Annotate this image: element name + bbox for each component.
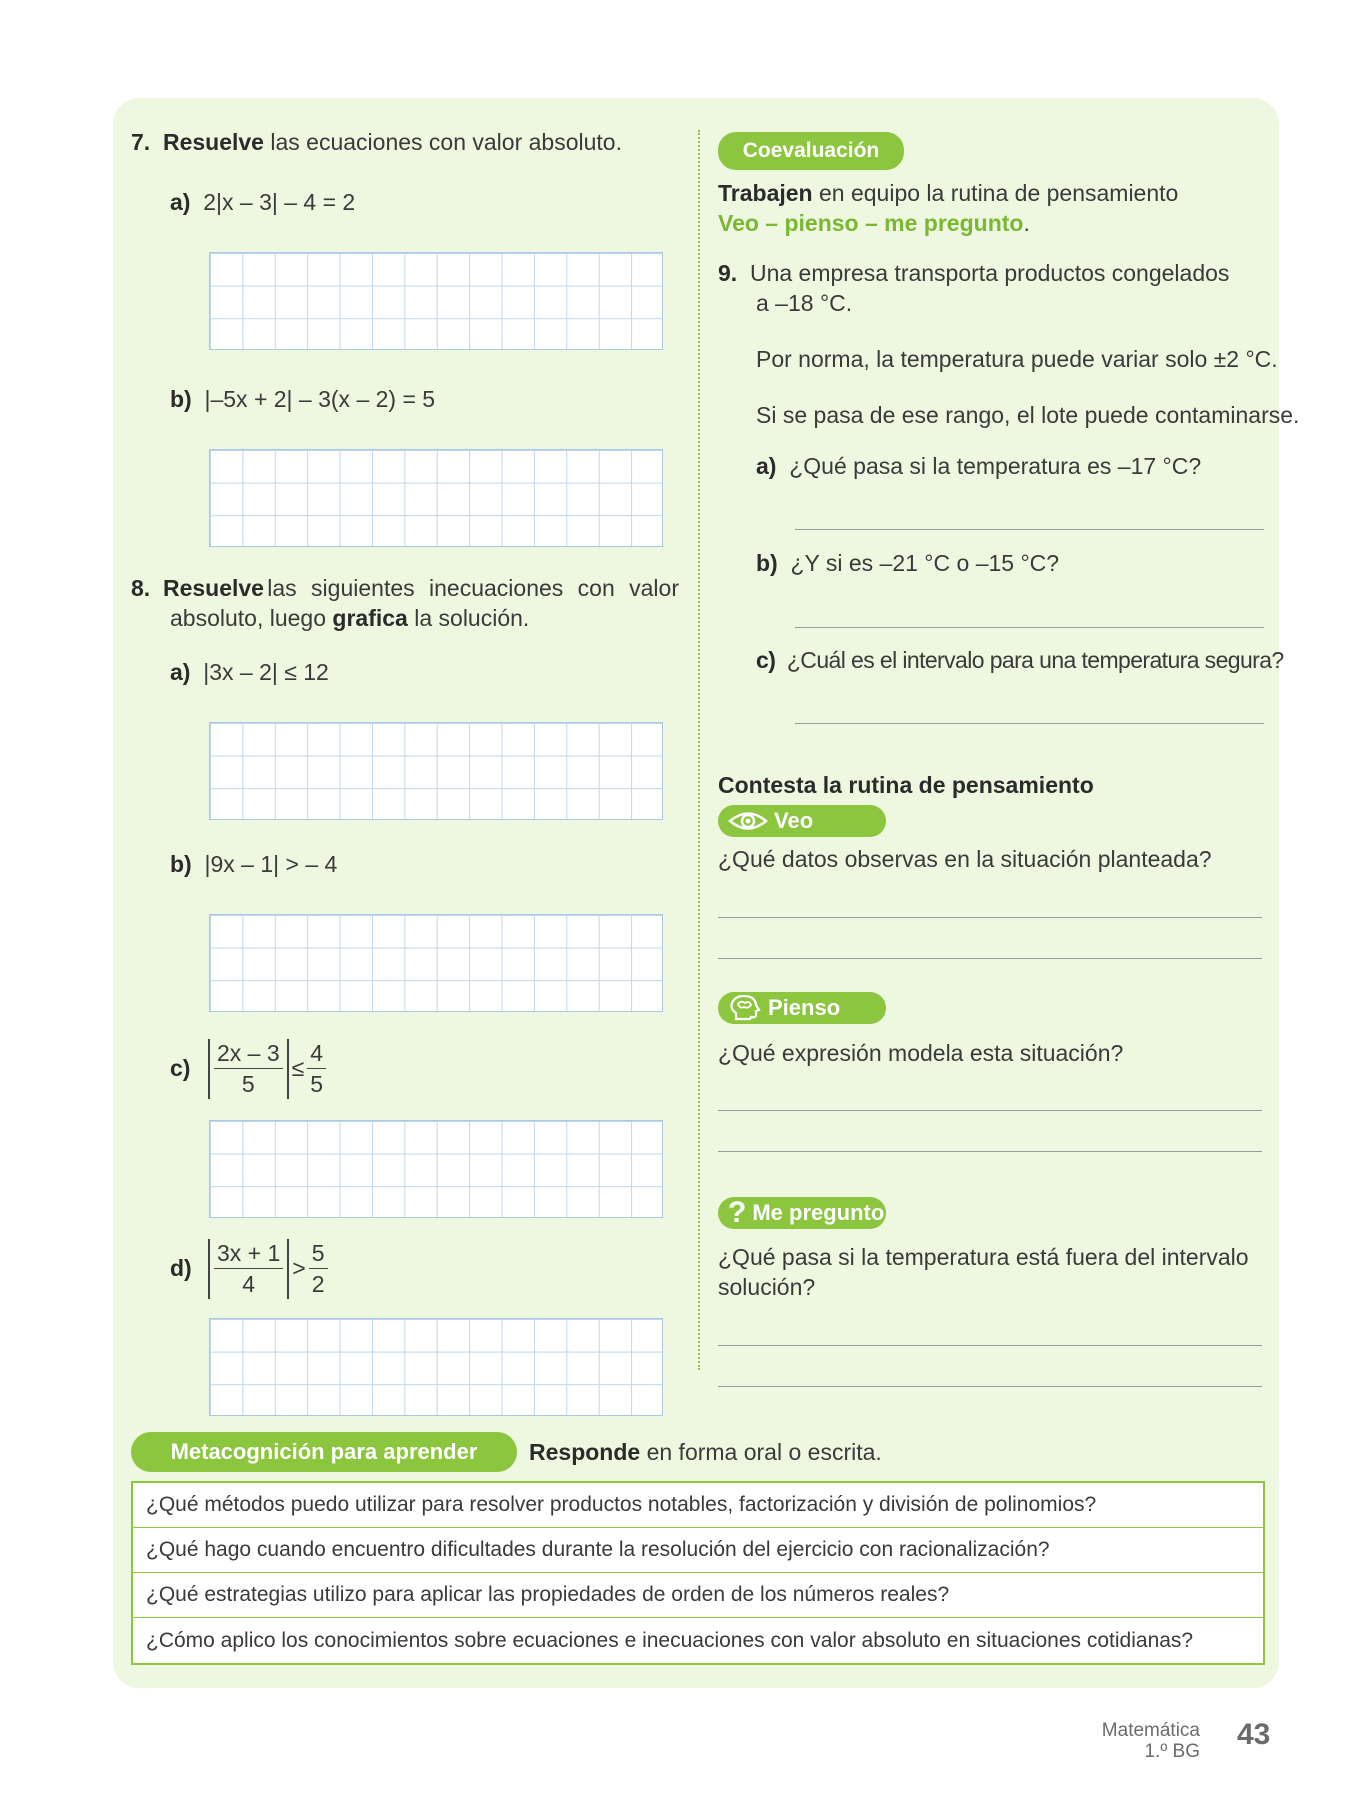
exercise-8-statement-line2: [170, 603, 529, 633]
exercise-8b: [170, 849, 337, 879]
fraction-numerator: 4: [307, 1038, 326, 1069]
footer-grade: 1.º BG: [1144, 1741, 1200, 1762]
exercise-8a: [170, 657, 329, 687]
exercise-8d-label: d): [170, 1255, 192, 1281]
exercise-8a-inequality: |3x – 2| ≤ 12: [203, 659, 329, 685]
exercise-9-para3: Si se pasa de ese rango, el lote puede contaminarse.: [756, 402, 1300, 428]
exercise-8c-label: c): [170, 1055, 191, 1081]
answer-line-pregunto-2[interactable]: [718, 1386, 1262, 1387]
pienso-badge: [718, 992, 886, 1024]
answer-grid-8a[interactable]: [209, 722, 663, 820]
meta-question-row: ¿Qué estrategias utilizo para aplicar las propiedades de orden de los números reales?: [133, 1573, 1263, 1618]
exercise-9a: [756, 451, 1201, 481]
exercise-7-number: 7.: [131, 129, 151, 155]
exercise-7a: [170, 187, 355, 217]
answer-line-pienso-1[interactable]: [718, 1110, 1262, 1111]
fraction-denominator: 2: [311, 1271, 325, 1297]
meta-instruction: [529, 1437, 882, 1467]
veo-label: Veo: [774, 808, 814, 833]
exercise-9-text-line2: a –18 °C.: [756, 290, 853, 316]
exercise-9b: [756, 548, 1059, 578]
footer-subject: Matemática: [1101, 1720, 1200, 1741]
answer-grid-7a[interactable]: [209, 252, 663, 350]
fraction-denominator: 5: [241, 1071, 255, 1097]
pienso-question: ¿Qué expresión modela esta situación?: [718, 1040, 1124, 1066]
fraction-numerator: 3x + 1: [214, 1238, 283, 1269]
exercise-8d-inequality: [208, 1238, 328, 1299]
exercise-8c-inequality: [208, 1038, 326, 1099]
exercise-9a-label: a): [756, 453, 777, 479]
absolute-value-bars: [208, 1239, 289, 1299]
exercise-7b-equation: |–5x + 2| – 3(x – 2) = 5: [204, 386, 436, 412]
exercise-8a-label: a): [170, 659, 191, 685]
eye-icon: [728, 810, 768, 832]
meta-question-row: ¿Qué métodos puedo utilizar para resolver productos notables, factorización y división de polinomios?: [133, 1483, 1263, 1528]
meta-responde: Responde: [529, 1439, 641, 1465]
exercise-9-text-line1: Una empresa transporta productos congelados: [749, 260, 1230, 286]
routine-name: Veo – pienso – me pregunto: [718, 210, 1024, 236]
meta-question-row: ¿Cómo aplico los conocimientos sobre ecuaciones e inecuaciones con valor absoluto en situaciones cotidianas?: [146, 1628, 1194, 1652]
column-divider: [698, 130, 700, 1370]
answer-line-pregunto-1[interactable]: [718, 1345, 1262, 1346]
meta-question-row: ¿Qué hago cuando encuentro dificultades durante la resolución del ejercicio con racionalización?: [133, 1528, 1263, 1573]
pienso-label: Pienso: [768, 995, 841, 1020]
exercise-8-text-line1: las siguientes inecuaciones con valor: [267, 575, 679, 601]
answer-line-veo-1[interactable]: [718, 917, 1262, 918]
routine-heading: Contesta la rutina de pensamiento: [718, 772, 1094, 798]
exercise-9c-question: ¿Cuál es el intervalo para una temperatura segura?: [786, 647, 1284, 673]
exercise-7b-label: b): [170, 386, 192, 412]
exercise-8-grafica: grafica: [332, 605, 408, 631]
exercise-8-number: 8.: [131, 575, 151, 601]
page-number: 43: [1237, 1718, 1271, 1751]
exercise-8b-inequality: |9x – 1| > – 4: [204, 851, 338, 877]
answer-grid-8c[interactable]: [209, 1120, 663, 1218]
brain-head-icon: [728, 995, 762, 1021]
exercise-7a-equation: 2|x – 3| – 4 = 2: [203, 189, 356, 215]
answer-line-9a[interactable]: [795, 529, 1264, 530]
metacognition-table: [131, 1481, 1265, 1665]
exercise-8-text-post: la solución.: [414, 605, 530, 631]
coev-instruction-rest: en equipo la rutina de pensamiento: [819, 180, 1179, 206]
answer-line-9c[interactable]: [795, 723, 1264, 724]
exercise-8-text-pre: absoluto, luego: [170, 605, 327, 631]
coevaluacion-badge: Coevaluación: [718, 132, 904, 170]
fraction-numerator: 5: [309, 1238, 328, 1269]
exercise-7-statement: [131, 127, 622, 157]
veo-question: ¿Qué datos observas en la situación planteada?: [718, 846, 1212, 872]
absolute-value-bars: [208, 1039, 289, 1099]
fraction-denominator: 4: [242, 1271, 256, 1297]
question-mark-icon: ?: [728, 1196, 747, 1229]
fraction-numerator: 2x – 3: [214, 1038, 283, 1069]
answer-line-veo-2[interactable]: [718, 958, 1262, 959]
inequality-operator: >: [292, 1255, 306, 1281]
me-pregunto-question-line1: ¿Qué pasa si la temperatura está fuera del intervalo: [718, 1244, 1249, 1270]
exercise-9a-question: ¿Qué pasa si la temperatura es –17 °C?: [789, 453, 1202, 479]
exercise-8b-label: b): [170, 851, 192, 877]
exercise-7-text: las ecuaciones con valor absoluto.: [270, 129, 622, 155]
me-pregunto-question-line2: solución?: [718, 1274, 816, 1300]
answer-grid-8b[interactable]: [209, 914, 663, 1012]
answer-grid-8d[interactable]: [209, 1318, 663, 1416]
exercise-9c: [756, 645, 1284, 675]
answer-line-9b[interactable]: [795, 627, 1264, 628]
me-pregunto-label: Me pregunto: [752, 1200, 885, 1225]
exercise-7a-label: a): [170, 189, 191, 215]
metacognicion-badge: Metacognición para aprender: [131, 1432, 517, 1472]
exercise-9c-label: c): [756, 647, 776, 673]
answer-line-pienso-2[interactable]: [718, 1151, 1262, 1152]
routine-dot: .: [1023, 210, 1030, 236]
me-pregunto-badge: [718, 1197, 886, 1229]
exercise-8-verb: Resuelve: [162, 575, 264, 601]
exercise-9b-label: b): [756, 550, 778, 576]
fraction-denominator: 5: [310, 1071, 324, 1097]
veo-badge: [718, 805, 886, 837]
exercise-7b: [170, 384, 435, 414]
exercise-9-para2: Por norma, la temperatura puede variar solo ±2 °C.: [756, 346, 1278, 372]
coev-trabajen: Trabajen: [718, 180, 813, 206]
coev-routine-name: [718, 208, 1030, 238]
exercise-7-verb: Resuelve: [162, 129, 264, 155]
exercise-9-line1: [718, 258, 1229, 288]
exercise-9-number: 9.: [718, 260, 738, 286]
answer-grid-7b[interactable]: [209, 449, 663, 547]
exercise-8-statement-line1: [131, 573, 679, 603]
inequality-operator: ≤: [291, 1055, 305, 1081]
exercise-9b-question: ¿Y si es –21 °C o –15 °C?: [790, 550, 1060, 576]
coev-instruction: [718, 178, 1178, 208]
meta-instruction-rest: en forma oral o escrita.: [646, 1439, 882, 1465]
